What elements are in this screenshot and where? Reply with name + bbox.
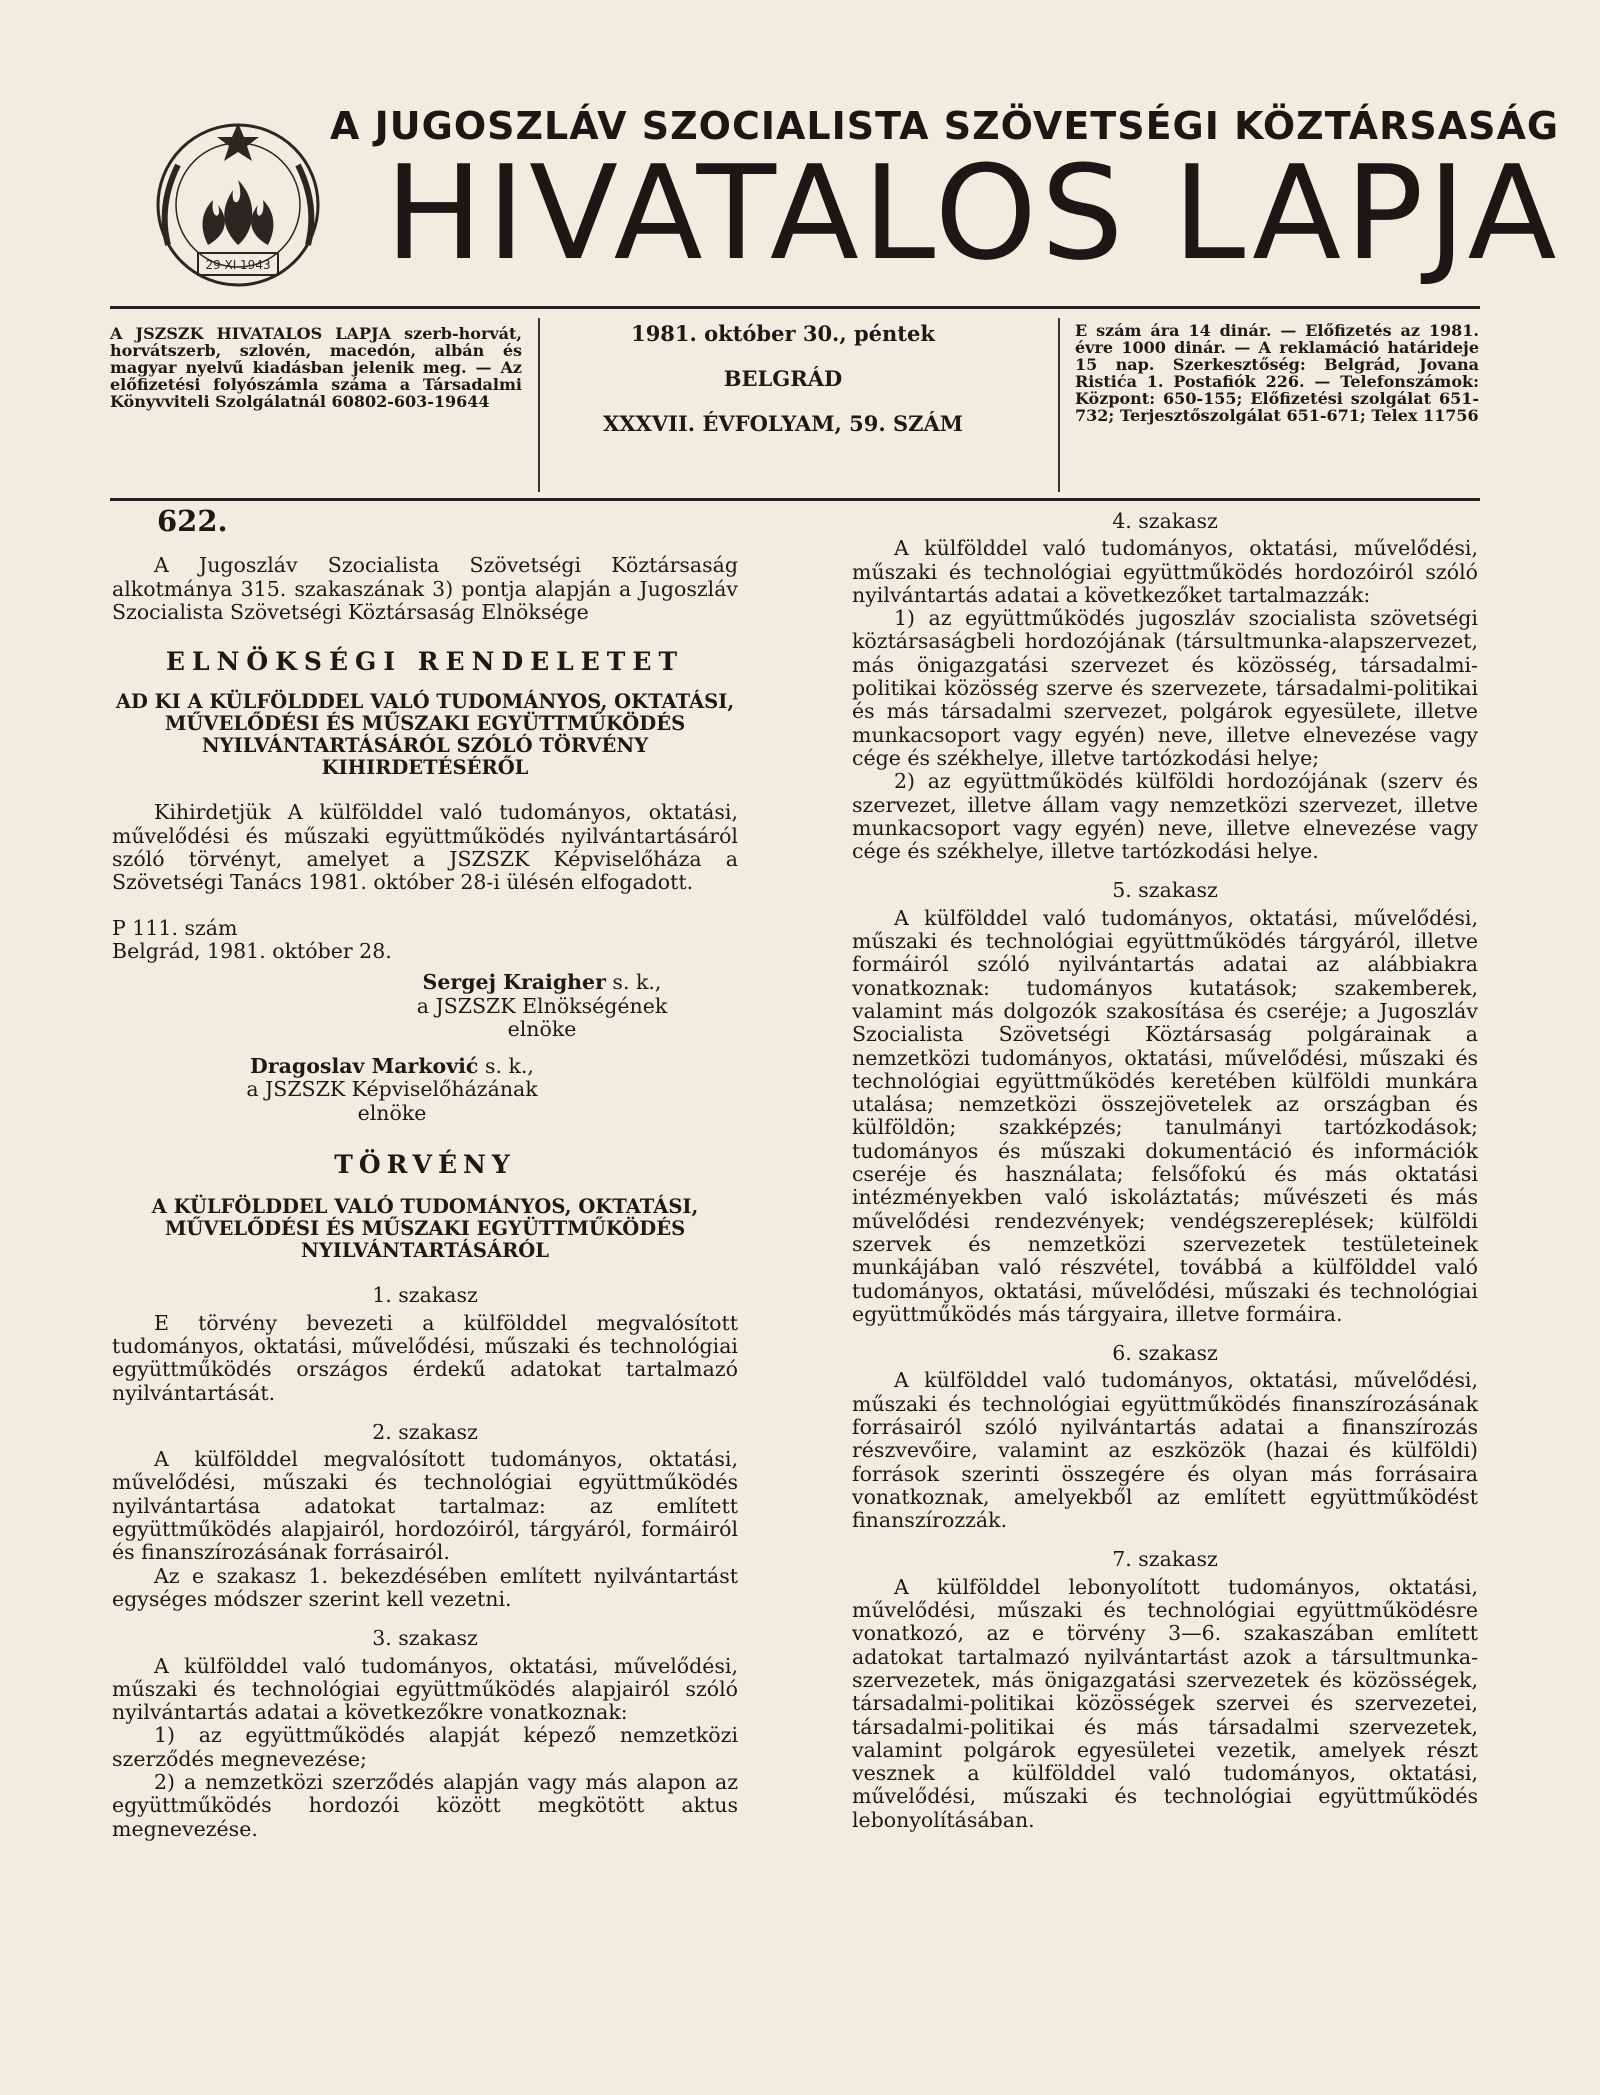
section-text: Az e szakasz 1. bekezdésében említett nyilvántartást egységes módszer szerint kell vezetni. bbox=[112, 1563, 738, 1611]
section-text: A külfölddel való tudományos, oktatási, művelődési, műszaki és technológiai együttműködés finanszírozásának forrásairól szóló nyilvántartás adatai a finanszírozás részvevőire, valamint az eszközök (hazai és külföldi) források szerinti összegére és olyan más forrásaira vonatkoznak, amelyekből az említett együttműködést finanszírozzák. bbox=[852, 1368, 1478, 1533]
decree-subtitle: AD KI A KÜLFÖLDDEL VALÓ TUDOMÁNYOS, OKTATÁSI, MŰVELŐDÉSI ÉS MŰSZAKI EGYÜTTMŰKÖDÉS NYILVÁNTARTÁSÁRÓL SZÓLÓ TÖRVÉNY KIHIRDETÉSÉRŐL bbox=[115, 690, 735, 780]
bottom-rule bbox=[110, 498, 1480, 501]
section-heading: 4. szakasz bbox=[1112, 509, 1218, 533]
publication-info: A JSZSZK HIVATALOS LAPJA szerb-horvát, horvátszerb, szlovén, macedón, albán és magyar nyelvű kiadásban jelenik meg. — Az előfizetési folyószámla száma a Társadalmi Könyvviteli Szolgálatnál 60802-603-19644 bbox=[110, 324, 522, 411]
price-contact-info: E szám ára 14 dinár. — Előfizetés az 1981. évre 1000 dinár. — A reklamáció határideje 15 nap. Szerkesztőség: Belgrád, Jovana Ristića 1. Postafiók 226. — Telefonszámok: Központ: 650-155; Előfizetési szolgálat 651-732; Terjesztőszolgálat 651-671; Telex 11756 bbox=[1075, 321, 1479, 425]
list-item: 1) az együttműködés jugoszláv szocialista szövetségi köztársaságbeli hordozójának (társultmunka-alapszervezet, más önigazgatási szervezet és közösség, társadalmi-politikai közösség szerve és szervezete, társadalmi-politikai és más társadalmi szervezet, polgárok egyesülete, illetve munkacsoport vagy egyén) neve, illetve elnevezése vagy cége és székhelye, illetve tartózkodási helye; bbox=[852, 606, 1478, 770]
decree-title: ELNÖKSÉGI RENDELETET bbox=[165, 647, 685, 677]
section-text: A külfölddel való tudományos, oktatási, művelődési, műszaki és technológiai együttműködés tárgyáról, illetve formáiról szóló nyilvántartás adatai az alábbiakra vonatkoznak: tudományos kutatások; szakemberek, valamint más dolgozók szakosítása és cseréje; a Jugoszláv Szocialista Szövetségi Köztársaság polgárainak a nemzetközi tudományos, oktatási, művelődési, műszaki és technológiai együttműködés keretében külföldi munkára utalása; nemzetközi összejövetelek az országban és külföldön; szakképzés; tanulmányi tartózkodások; tudományos és műszaki dokumentáció és információk cseréje és használata; felsőfokú és más oktatási intézményekben való iskoláztatás; művészeti és más művelődési rendezvények; vendégszereplések; külföldi szervek és nemzetközi szervezetek testületeinek munkájában való részvétel, továbbá a külfölddel való tudományos, oktatási, művelődési, műszaki és technológiai együttműködés más tárgyaira, illetve formáira. bbox=[852, 905, 1478, 1326]
top-rule bbox=[110, 306, 1480, 309]
signatory-title: elnöke bbox=[357, 1100, 427, 1125]
section-text: A külfölddel lebonyolított tudományos, oktatási, művelődési, műszaki és technológiai együttműködésre vonatkozó, az e törvény 3—6. szakaszában említett adatokat tartalmazó nyilvántartást azok a társultmunka-szervezetek, más önigazgatási szervezetek és közösségek, társadalmi-politikai közösségek szervei és szervezetei, társadalmi-politikai és más társadalmi szervezetek, valamint polgárok egyesületei vezetik, amelyek részt vesznek a külfölddel való tudományos, oktatási, művelődési, műszaki és technológiai együttműködés lebonyolításában. bbox=[852, 1574, 1478, 1832]
signatory-role: a JSZSZK Elnökségének bbox=[416, 993, 668, 1018]
issue-volume: XXXVII. ÉVFOLYAM, 59. SZÁM bbox=[602, 411, 964, 436]
issue-info bbox=[548, 322, 1018, 457]
section-text: E törvény bevezeti a külfölddel megvalósított tudományos, oktatási, művelődési, műszaki és technológiai együttműködés országos érdekű adatokat tartalmazó nyilvántartását. bbox=[112, 1310, 738, 1405]
signatory-name: Dragoslav Marković bbox=[250, 1054, 479, 1079]
section-text: A külfölddel megvalósított tudományos, oktatási, művelődési, műszaki és technológiai együttműködés nyilvántartása adatokat tartalmaz: az említett együttműködés alapjairól, hordozóiról, tárgyáról, formáiról és finanszírozásának forrásairól. bbox=[112, 1447, 738, 1565]
emblem-date: 29 XI 1943 bbox=[205, 258, 271, 272]
list-item: 1) az együttműködés alapját képező nemzetközi szerződés megnevezése; bbox=[112, 1723, 738, 1771]
masthead-title: HIVATALOS LAPJA bbox=[385, 137, 1561, 289]
section-text: A külfölddel való tudományos, oktatási, művelődési, műszaki és technológiai együttműködés alapjairól szóló nyilvántartás adatai a következőkre vonatkoznak: bbox=[112, 1653, 738, 1725]
section-text: A külfölddel való tudományos, oktatási, művelődési, műszaki és technológiai együttműködés hordozóiról szóló nyilvántartás adatai a következőket tartalmazzák: bbox=[852, 536, 1478, 607]
issue-date: 1981. október 30., péntek bbox=[631, 321, 935, 346]
list-item: 2) a nemzetközi szerződés alapján vagy más alapon az együttműködés hordozói között megkötött aktus megnevezése. bbox=[112, 1769, 738, 1841]
preamble: A Jugoszláv Szocialista Szövetségi Köztársaság alkotmánya 315. szakaszának 3) pontja alapján a Jugoszláv Szocialista Szövetségi Köztársaság Elnöksége bbox=[112, 553, 738, 624]
section-heading: 6. szakasz bbox=[1112, 1341, 1218, 1366]
masthead-state-line: A JUGOSZLÁV SZOCIALISTA SZÖVETSÉGI KÖZTÁRSASÁG bbox=[330, 104, 1560, 148]
column-separator bbox=[538, 318, 540, 492]
reference-place-date: Belgrád, 1981. október 28. bbox=[112, 938, 392, 963]
list-item: 2) az együttműködés külföldi hordozójának (szerv és szervezet, illetve állam vagy nemzetközi szervezet, illetve munkacsoport vagy egyén) neve, illetve elnevezése vagy cége és székhelye, illetve tartózkodási helye. bbox=[852, 769, 1478, 864]
right-column bbox=[852, 510, 1478, 1832]
law-title: TÖRVÉNY bbox=[334, 1150, 516, 1180]
reference-number: P 111. szám bbox=[112, 915, 238, 940]
section-heading: 3. szakasz bbox=[372, 1626, 478, 1651]
signatory-title: elnöke bbox=[507, 1016, 577, 1041]
state-emblem-icon bbox=[138, 95, 353, 300]
column-separator bbox=[1058, 318, 1060, 492]
section-heading: 1. szakasz bbox=[372, 1283, 478, 1308]
signatory-name: Sergej Kraigher bbox=[422, 970, 606, 995]
signature-block-2: Dragoslav Marković s. k., a JSZSZK Képviselőházának elnöke bbox=[202, 1055, 582, 1125]
section-heading: 2. szakasz bbox=[372, 1419, 478, 1444]
signature-block-1: Sergej Kraigher s. k., a JSZSZK Elnökségének elnöke bbox=[352, 971, 732, 1041]
law-subtitle: A KÜLFÖLDDEL VALÓ TUDOMÁNYOS, OKTATÁSI, MŰVELŐDÉSI ÉS MŰSZAKI EGYÜTTMŰKÖDÉS NYILVÁNTARTÁSÁRÓL bbox=[151, 1195, 699, 1263]
signatory-role: a JSZSZK Képviselőházának bbox=[246, 1077, 538, 1102]
left-column bbox=[112, 504, 738, 1841]
section-heading: 7. szakasz bbox=[1112, 1547, 1218, 1572]
issue-place: BELGRÁD bbox=[723, 366, 843, 391]
section-heading: 5. szakasz bbox=[1112, 878, 1218, 903]
item-number: 622. bbox=[157, 504, 228, 538]
promulgation-text: Kihirdetjük A külfölddel való tudományos, oktatási, művelődési és műszaki együttműködés nyilvántartásáról szóló törvényt, amelyet a JSZSZK Képviselőháza a Szövetségi Tanács 1981. október 28-i ülésén elfogadott. bbox=[112, 800, 738, 895]
